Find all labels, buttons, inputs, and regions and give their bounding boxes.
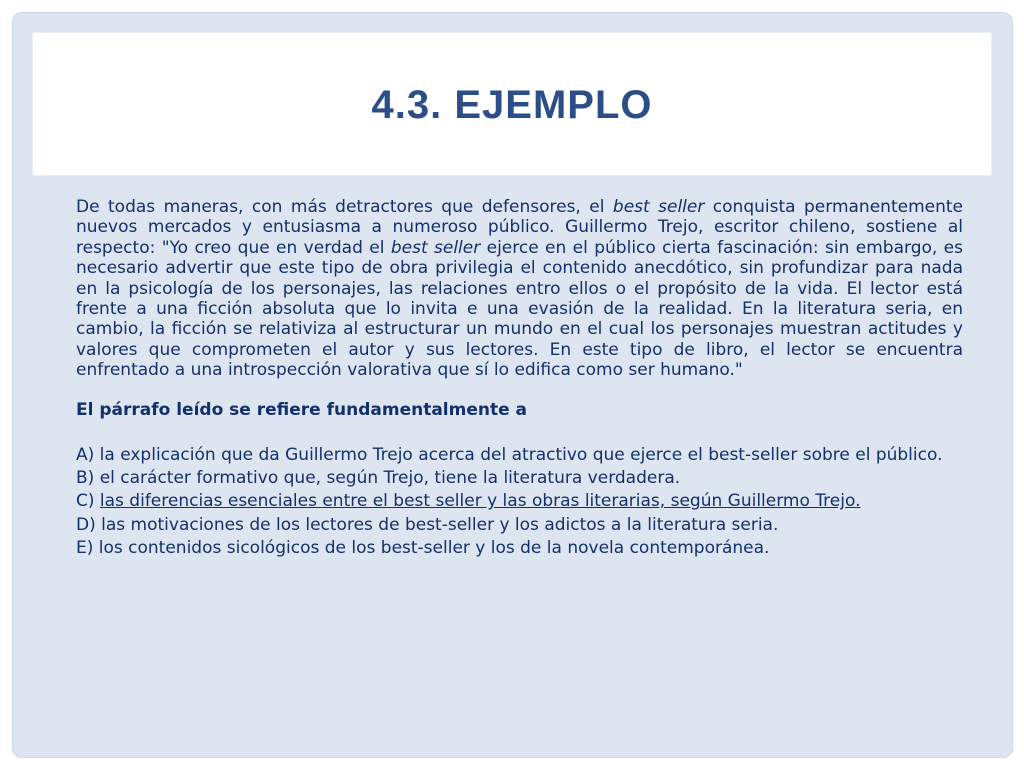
option-c-answer: las diferencias esenciales entre el best seller y las obras literarias, según Guillermo Trejo.: [99, 491, 861, 512]
passage-text-1: De todas maneras, con más detractores que defensores, el: [76, 197, 613, 217]
option-e: E) los contenidos sicológicos de los best-seller y los de la novela contemporánea.: [76, 538, 770, 559]
passage-text-2: conquista permanentemente nuevos mercados y entusiasma a numeroso público. Guillermo Trejo, escritor chileno, sostiene al respecto: "Yo creo que en verdad el: [76, 197, 963, 258]
passage-paragraph: [76, 197, 963, 381]
passage-text-3: ejerce en el público cierta fascinación: sin embargo, es necesario advertir que este tipo de obra privilegia el contenido anecdótico, sin profundizar para nada en la psicología de los personajes, las relaciones entro ellos o el propósito de la vida. El lector está frente a una ficción absoluta que lo invita e una evasión de la realidad. En la literatura seria, en cambio, la ficción se relativiza al estructurar un mundo en el cual los personajes muestran actitudes y valores que comprometen el autor y sus lectores. En este tipo de libro, el lector se encuentra enfrentado a una introspección valorativa que sí lo edifica como ser humano.": [76, 237, 963, 381]
title-box: [32, 32, 992, 176]
option-a: A) la explicación que da Guillermo Trejo acerca del atractivo que ejerce el best-seller sobre el público.: [76, 444, 943, 465]
option-d: D) las motivaciones de los lectores de best-seller y los adictos a la literatura seria.: [76, 514, 779, 535]
passage-italic-1: best seller: [612, 197, 705, 217]
passage-italic-2: best seller: [390, 237, 481, 258]
option-b: B) el carácter formativo que, según Trejo, tiene la literatura verdadera.: [76, 468, 681, 489]
option-c-prefix: C): [76, 491, 100, 512]
slide-body: [76, 197, 963, 562]
answer-options: [76, 445, 963, 559]
option-c: [76, 491, 963, 511]
question-text: El párrafo leído se refiere fundamentalmente a: [76, 399, 528, 420]
slide-title: 4.3. EJEMPLO: [371, 82, 653, 127]
